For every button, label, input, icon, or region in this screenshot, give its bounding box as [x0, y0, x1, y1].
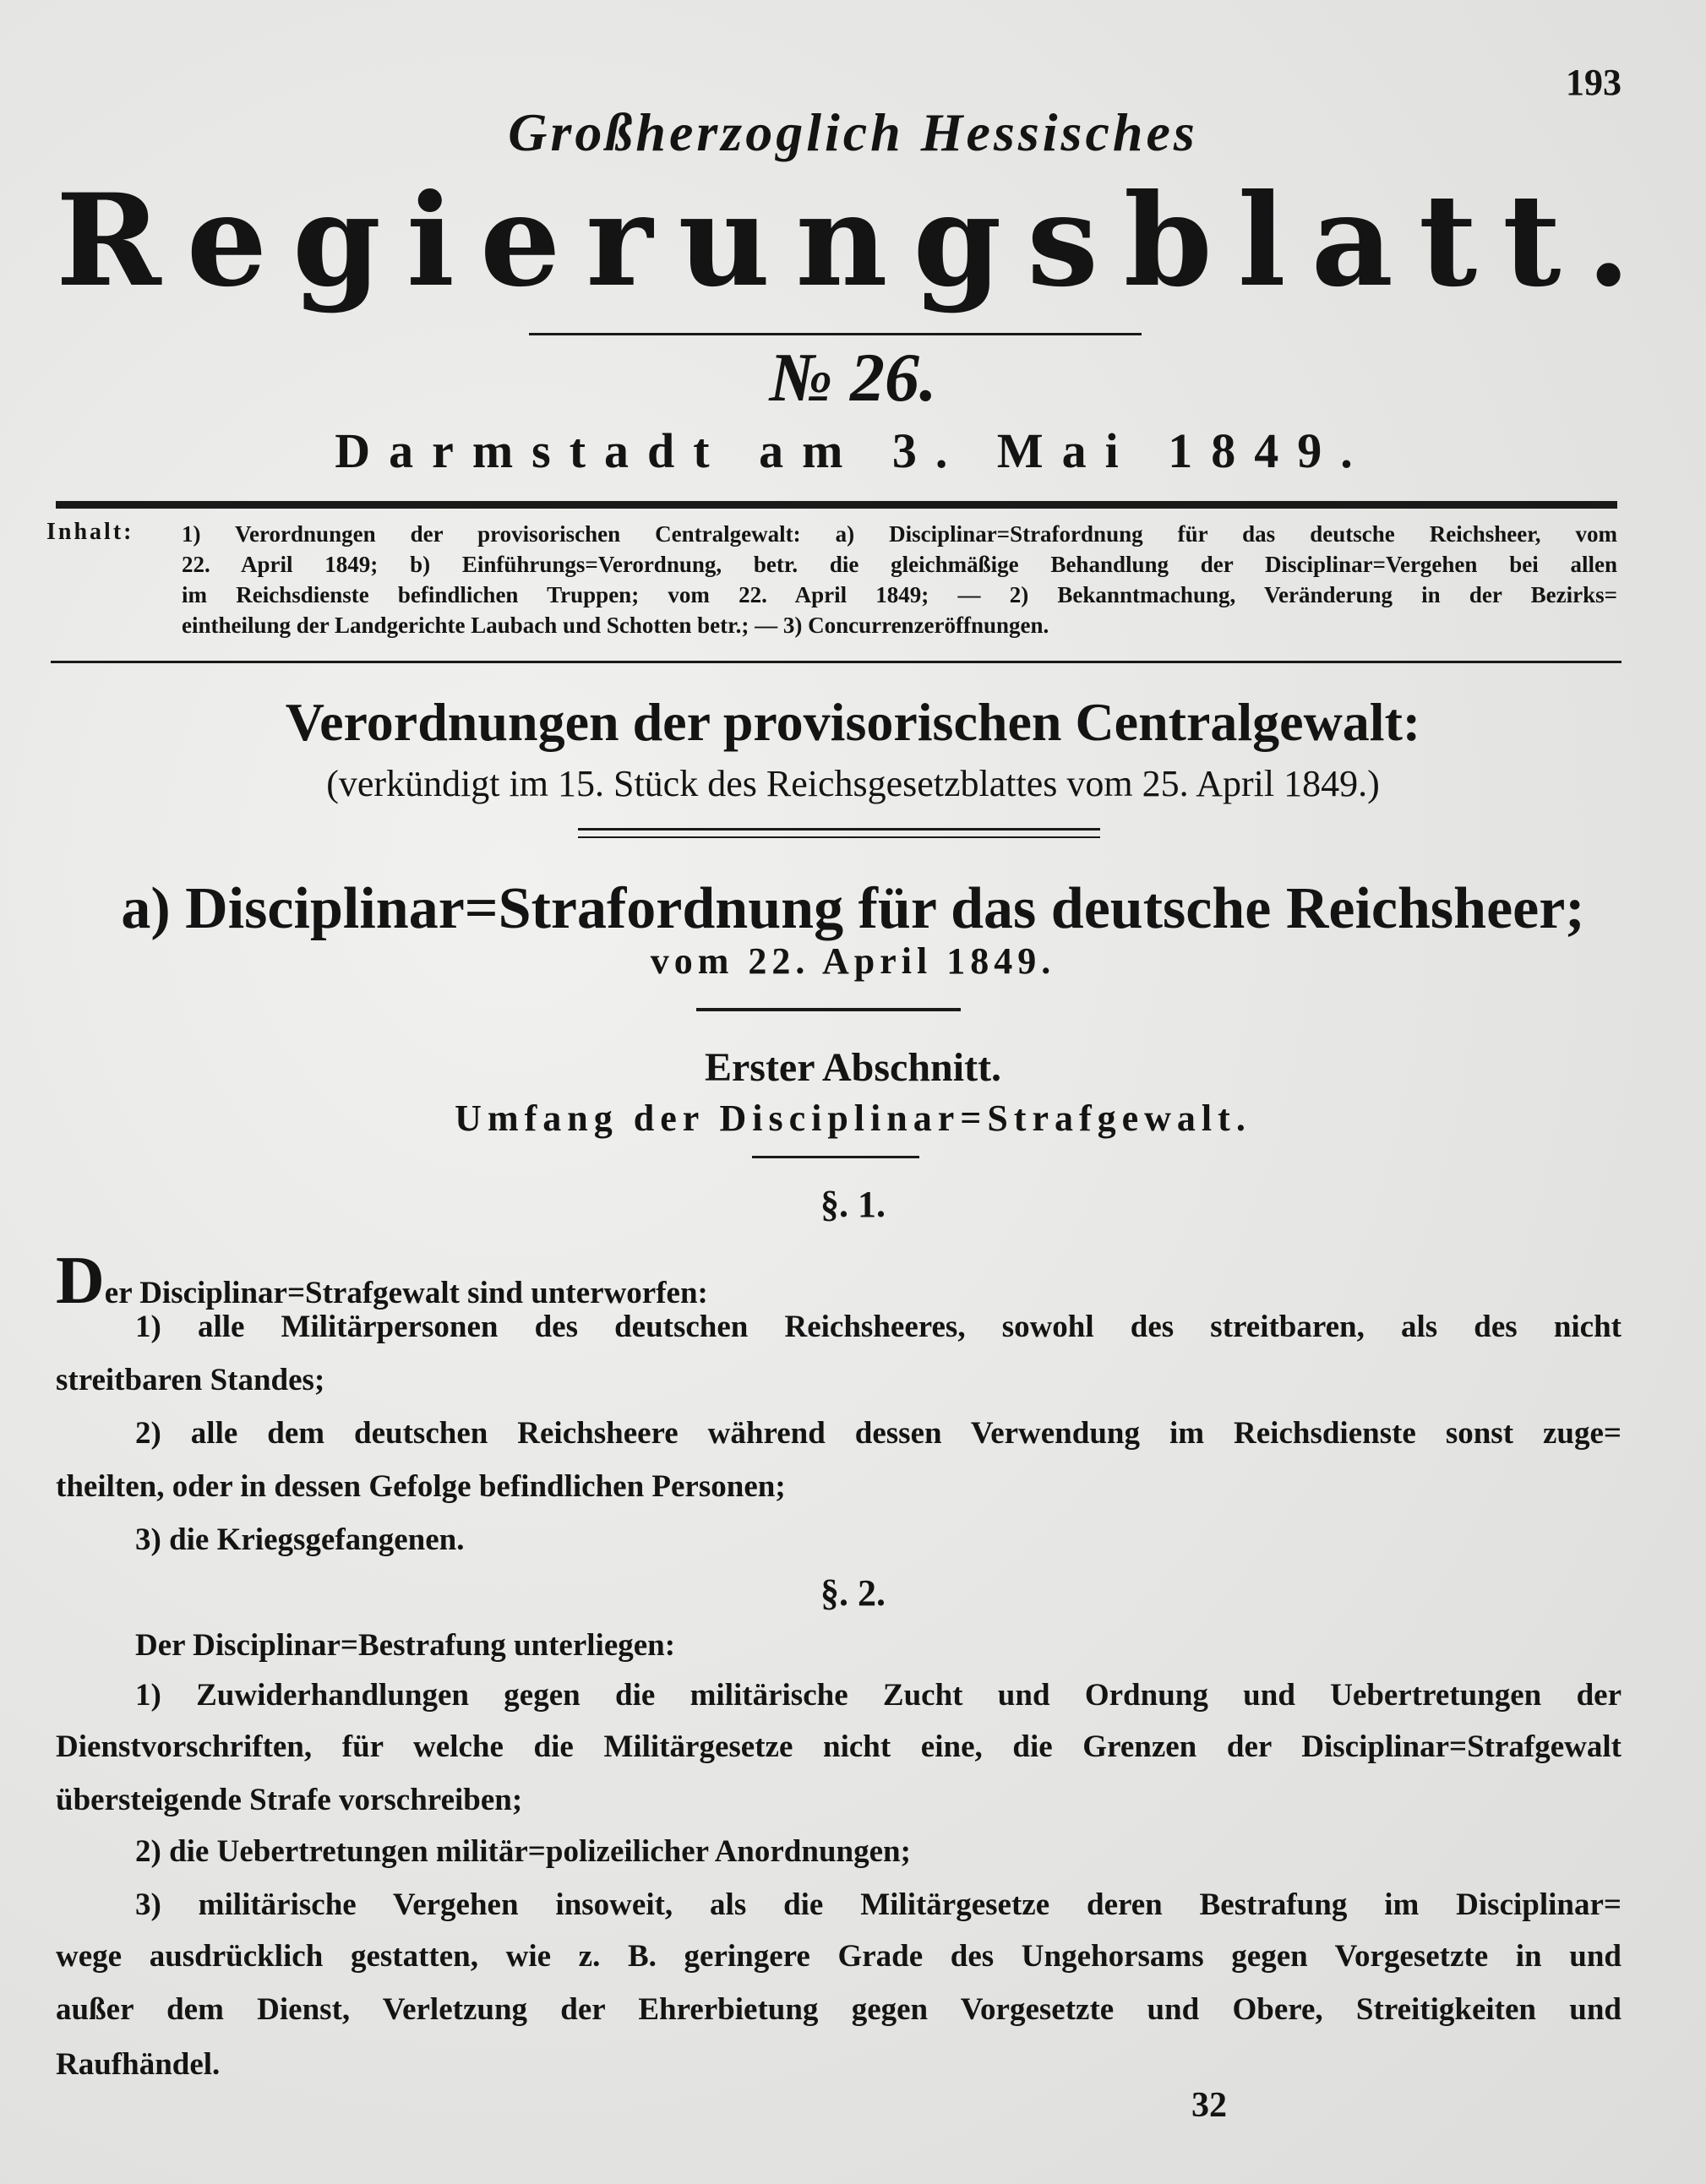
body-line-text: er Disciplinar=Strafgewalt sind unterworfen: — [104, 1276, 708, 1310]
signature-mark: 32 — [1191, 2086, 1227, 2125]
masthead-line1: Großherzoglich Hessisches — [508, 102, 1198, 162]
section-subheading: (verkündigt im 15. Stück des Reichsgesetzblattes vom 25. April 1849.) — [326, 763, 1380, 804]
body-line: außer dem Dienst, Verletzung der Ehrerbietung gegen Vorgesetzte und Obere, Streitigkeiten und — [56, 1992, 1622, 2027]
place-date: Darmstadt am 3. Mai 1849. — [335, 423, 1371, 478]
divider — [696, 1008, 961, 1011]
chapter-heading: Erster Abschnitt. — [704, 1045, 1002, 1090]
initial-letter: D — [56, 1244, 105, 1318]
body-line: wege ausdrücklich gestatten, wie z. B. geringere Grade des Ungehorsams gegen Vorgesetzte in und — [56, 1939, 1622, 1974]
contents-line: 1) Verordnungen der provisorischen Centralgewalt: a) Disciplinar=Strafordnung für das deutsche Reichsheer, vom — [182, 521, 1617, 547]
paragraph-1-heading: §. 1. — [820, 1184, 886, 1225]
masthead-title: Regierungsblatt. — [56, 166, 1656, 315]
body-line: 2) alle dem deutschen Reichsheere während dessen Verwendung im Reichsdienste sonst zuge= — [135, 1416, 1622, 1451]
body-line: 1) alle Militärpersonen des deutschen Reichsheeres, sowohl des streitbaren, als des nicht — [135, 1310, 1622, 1344]
body-line: 2) die Uebertretungen militär=polizeilicher Anordnungen; — [135, 1834, 911, 1869]
divider — [51, 661, 1622, 663]
page-number: 193 — [1566, 62, 1622, 103]
paragraph-2-heading: §. 2. — [820, 1572, 886, 1614]
contents-line: eintheilung der Landgerichte Laubach und Schotten betr.; — 3) Concurrenzeröffnungen. — [182, 613, 1049, 638]
body-line: 1) Zuwiderhandlungen gegen die militärische Zucht und Ordnung und Uebertretungen der — [135, 1678, 1622, 1713]
body-line — [56, 1244, 708, 1318]
body-line: Der Disciplinar=Bestrafung unterliegen: — [135, 1628, 676, 1663]
double-divider-top — [578, 828, 1100, 831]
body-line: theilten, oder in dessen Gefolge befindlichen Personen; — [56, 1469, 786, 1504]
thick-divider — [56, 501, 1617, 509]
issue-number: № 26. — [769, 339, 937, 416]
article-date: vom 22. April 1849. — [650, 940, 1056, 982]
article-title: a) Disciplinar=Strafordnung für das deutsche Reichsheer; — [121, 876, 1585, 941]
chapter-title: Umfang der Disciplinar=Strafgewalt. — [455, 1097, 1251, 1139]
divider — [529, 333, 1142, 335]
contents-line: 22. April 1849; b) Einführungs=Verordnung, betr. die gleichmäßige Behandlung der Disciplinar=Vergehen bei allen — [182, 552, 1617, 577]
contents-label: Inhalt: — [46, 519, 134, 545]
body-line: streitbaren Standes; — [56, 1363, 325, 1397]
divider — [752, 1156, 919, 1158]
body-line: Raufhändel. — [56, 2047, 221, 2082]
section-heading: Verordnungen der provisorischen Centralgewalt: — [285, 692, 1421, 752]
body-line: Dienstvorschriften, für welche die Militärgesetze nicht eine, die Grenzen der Disciplinar=Strafgewalt — [56, 1729, 1622, 1764]
double-divider-bottom — [578, 836, 1100, 838]
body-line: übersteigende Strafe vorschreiben; — [56, 1783, 523, 1817]
contents-line: im Reichsdienste befindlichen Truppen; vom 22. April 1849; — 2) Bekanntmachung, Veränderung in der Bezirks= — [182, 582, 1617, 607]
body-line: 3) die Kriegsgefangenen. — [135, 1522, 465, 1557]
body-line: 3) militärische Vergehen insoweit, als die Militärgesetze deren Bestrafung im Disciplinar= — [135, 1887, 1622, 1922]
